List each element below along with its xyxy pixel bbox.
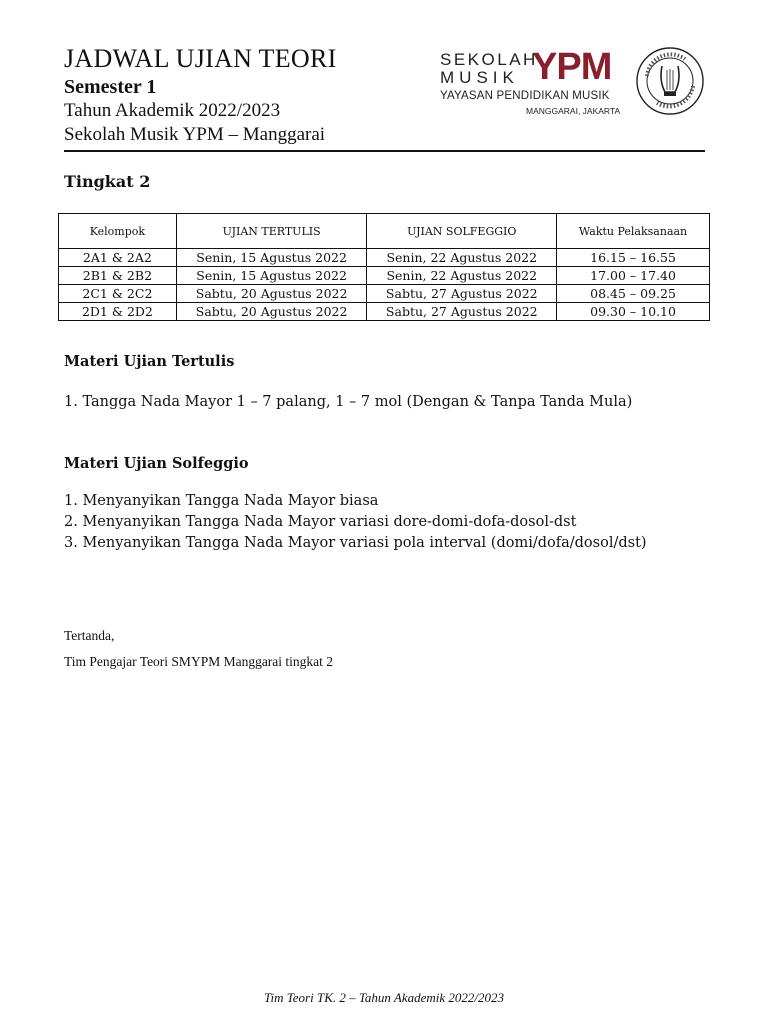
- solfeggio-item: 1. Menyanyikan Tangga Nada Mayor biasa: [64, 493, 379, 509]
- school-name: Sekolah Musik YPM – Manggarai: [64, 124, 326, 145]
- table-row: [59, 267, 710, 285]
- cell-solfeggio: Sabtu, 27 Agustus 2022: [367, 285, 557, 303]
- cell-solfeggio: Senin, 22 Agustus 2022: [367, 249, 557, 267]
- cell-tertulis: Sabtu, 20 Agustus 2022: [176, 303, 367, 321]
- logo-brand: YPM: [532, 46, 612, 88]
- written-exam-item: 1. Tangga Nada Mayor 1 – 7 palang, 1 – 7 mol (Dengan & Tanpa Tanda Mula): [64, 394, 633, 410]
- level-heading: Tingkat 2: [64, 172, 151, 191]
- solfeggio-item: 2. Menyanyikan Tangga Nada Mayor variasi dore-domi-dofa-dosol-dst: [64, 514, 577, 530]
- table-row: [59, 285, 710, 303]
- cell-solfeggio: Sabtu, 27 Agustus 2022: [367, 303, 557, 321]
- col-header-waktu: Waktu Pelaksanaan: [557, 214, 710, 249]
- cell-waktu: 17.00 – 17.40: [557, 267, 710, 285]
- cell-waktu: 08.45 – 09.25: [557, 285, 710, 303]
- cell-tertulis: Sabtu, 20 Agustus 2022: [176, 285, 367, 303]
- cell-tertulis: Senin, 15 Agustus 2022: [176, 249, 367, 267]
- signature-name: Tim Pengajar Teori SMYPM Manggarai tingkat 2: [64, 654, 334, 669]
- logo-foundation: YAYASAN PENDIDIKAN MUSIK: [440, 90, 610, 102]
- logo-location: MANGGARAI, JAKARTA: [526, 106, 621, 116]
- col-header-ujian-solfeggio: UJIAN SOLFEGGIO: [367, 214, 557, 249]
- semester-label: Semester 1: [64, 76, 157, 98]
- logo-text-sekolah: SEKOLAH: [440, 50, 538, 69]
- cell-tertulis: Senin, 15 Agustus 2022: [176, 267, 367, 285]
- cell-waktu: 16.15 – 16.55: [557, 249, 710, 267]
- cell-solfeggio: Senin, 22 Agustus 2022: [367, 267, 557, 285]
- col-header-kelompok: Kelompok: [59, 214, 177, 249]
- written-exam-heading: Materi Ujian Tertulis: [64, 353, 235, 370]
- page-footer: Tim Teori TK. 2 – Tahun Akademik 2022/2023: [263, 990, 505, 1005]
- solfeggio-heading: Materi Ujian Solfeggio: [64, 455, 249, 472]
- exam-schedule-table: [58, 213, 710, 321]
- header-divider: [64, 150, 705, 152]
- solfeggio-item: 3. Menyanyikan Tangga Nada Mayor variasi pola interval (domi/dofa/dosol/dst): [64, 535, 647, 551]
- table-header-row: [59, 214, 710, 249]
- cell-kelompok: 2D1 & 2D2: [59, 303, 177, 321]
- cell-kelompok: 2B1 & 2B2: [59, 267, 177, 285]
- cell-waktu: 09.30 – 10.10: [557, 303, 710, 321]
- logo-text-musik: MUSIK: [440, 68, 519, 87]
- cell-kelompok: 2C1 & 2C2: [59, 285, 177, 303]
- seal-lyre-icon: [635, 46, 705, 116]
- signature-salutation: Tertanda,: [64, 628, 115, 643]
- school-logo: [438, 46, 708, 126]
- col-header-ujian-tertulis: UJIAN TERTULIS: [176, 214, 367, 249]
- academic-year: Tahun Akademik 2022/2023: [64, 100, 281, 121]
- cell-kelompok: 2A1 & 2A2: [59, 249, 177, 267]
- document-title: JADWAL UJIAN TEORI: [64, 44, 337, 73]
- table-row: [59, 303, 710, 321]
- table-row: [59, 249, 710, 267]
